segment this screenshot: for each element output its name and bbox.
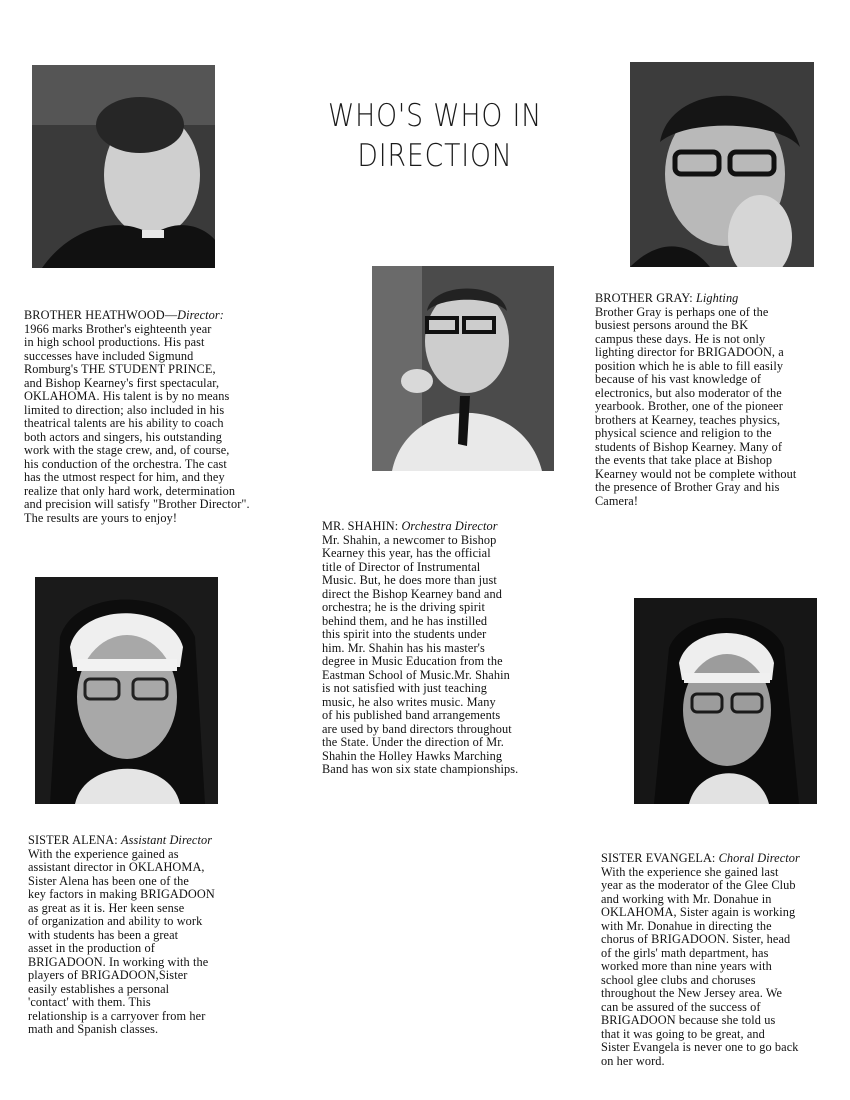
- bio-heading: [601, 852, 800, 866]
- bio-line: Camera!: [595, 493, 639, 508]
- bio-line: is not satisfied with just teaching: [322, 681, 488, 695]
- bio-line: Sister Evangela is never one to go back: [601, 1040, 799, 1054]
- bio-heading: [28, 834, 215, 848]
- bio-line: OKLAHOMA, Sister again is working: [601, 905, 796, 919]
- photo-mr-shahin: [372, 266, 554, 471]
- photo-sister-alena: [35, 577, 218, 804]
- bio-line: are used by band directors throughout: [322, 721, 512, 736]
- bio-line: Shahin the Holley Hawks Marching: [322, 748, 503, 763]
- bio-line: can be assured of the success of: [601, 999, 761, 1014]
- bio-line: as great as it is. Her keen sense: [28, 900, 185, 915]
- bio-name: BROTHER HEATHWOOD—: [24, 308, 178, 322]
- bio-role: Lighting: [695, 291, 739, 305]
- bio-line: title of Director of Instrumental: [322, 559, 481, 574]
- bio-line: assistant director in OKLAHOMA,: [28, 860, 205, 874]
- bio-line: campus these days. He is not only: [595, 331, 766, 346]
- bio-role: Choral Director: [718, 851, 800, 865]
- bio-line: him. Mr. Shahin has his master's: [322, 640, 485, 655]
- bio-brother-gray: [595, 292, 796, 508]
- bio-line: degree in Music Education from the: [322, 654, 503, 668]
- bio-sister-evangela: [601, 852, 800, 1068]
- bio-line: and precision will satisfy "Brother Director".: [24, 497, 250, 511]
- bio-name: BROTHER GRAY:: [595, 291, 696, 305]
- bio-line: in high school productions. His past: [24, 335, 205, 349]
- bio-line: Romburg's THE STUDENT PRINCE,: [24, 362, 216, 376]
- bio-line: music, he also writes music. Many: [322, 694, 496, 709]
- bio-line: work with the stage crew, and, of course,: [24, 443, 230, 457]
- bio-line: Brother Gray is perhaps one of the: [595, 304, 769, 319]
- bio-line: worked more than nine years with: [601, 959, 772, 973]
- bio-line: limited to direction; also included in his: [24, 402, 225, 417]
- bio-line: and Bishop Kearney's first spectacular,: [24, 375, 220, 390]
- photo-sister-evangela: [634, 598, 817, 804]
- bio-line: relationship is a carryover from her: [28, 1008, 206, 1023]
- bio-heading: [595, 292, 796, 306]
- bio-line: Sister Alena has been one of the: [28, 873, 189, 888]
- bio-line: Kearney would not be complete without: [595, 466, 797, 481]
- bio-mr-shahin: [322, 520, 518, 777]
- bio-line: this spirit into the students under: [322, 627, 487, 641]
- bio-role: Orchestra Director: [401, 519, 498, 533]
- bio-line: BRIGADOON because she told us: [601, 1013, 776, 1027]
- bio-line: the events that take place at Bishop: [595, 453, 773, 467]
- bio-line: Band has won six state championships.: [322, 762, 519, 776]
- bio-line: easily establishes a personal: [28, 981, 170, 996]
- bio-line: students of Bishop Kearney. Many of: [595, 439, 783, 454]
- bio-sister-alena: [28, 834, 215, 1037]
- bio-line: realize that only hard work, determination: [24, 483, 236, 498]
- bio-heading: [24, 309, 250, 323]
- bio-line: both actors and singers, his outstanding: [24, 429, 222, 444]
- title-line-2: DIRECTION: [357, 138, 513, 174]
- bio-line: players of BRIGADOON,Sister: [28, 968, 188, 982]
- bio-line: throughout the New Jersey area. We: [601, 986, 783, 1000]
- bio-line: lighting director for BRIGADOON, a: [595, 345, 784, 359]
- bio-line: Kearney this year, has the official: [322, 546, 491, 560]
- bio-name: SISTER ALENA:: [28, 833, 121, 847]
- bio-line: that it was going to be great, and: [601, 1026, 765, 1041]
- bio-line: electronics, but also moderator of the: [595, 385, 782, 400]
- bio-line: 'contact' with them. This: [28, 995, 151, 1009]
- bio-role: Assistant Director: [120, 833, 213, 847]
- photo-brother-gray: [630, 62, 814, 267]
- bio-line: of organization and ability to work: [28, 914, 203, 928]
- bio-line: brothers at Kearney, teaches physics,: [595, 412, 781, 427]
- bio-line: successes have included Sigmund: [24, 348, 194, 363]
- bio-line: has the utmost respect for him, and they: [24, 470, 225, 484]
- bio-name: SISTER EVANGELA:: [601, 851, 719, 865]
- bio-line: his conduction of the orchestra. The cast: [24, 456, 227, 471]
- bio-line: because of his vast knowledge of: [595, 372, 762, 386]
- bio-line: the presence of Brother Gray and his: [595, 480, 780, 494]
- bio-line: asset in the production of: [28, 941, 155, 955]
- bio-line: math and Spanish classes.: [28, 1022, 159, 1036]
- bio-line: physical science and religion to the: [595, 426, 772, 440]
- bio-line: With the experience she gained last: [601, 864, 779, 879]
- bio-line: of the girls' math department, has: [601, 945, 769, 960]
- bio-line: position which he is able to fill easily: [595, 358, 784, 373]
- bio-heading: [322, 520, 518, 534]
- bio-line: Eastman School of Music.Mr. Shahin: [322, 667, 510, 682]
- bio-line: busiest persons around the BK: [595, 318, 749, 332]
- bio-line: school glee clubs and choruses: [601, 972, 756, 987]
- bio-line: with students has been a great: [28, 927, 179, 942]
- bio-line: BRIGADOON. In working with the: [28, 954, 209, 969]
- title-line-1: WHO'S WHO IN: [327, 98, 543, 134]
- photo-brother-heathwood: [32, 65, 215, 268]
- bio-line: chorus of BRIGADOON. Sister, head: [601, 932, 791, 946]
- bio-line: orchestra; he is the driving spirit: [322, 600, 485, 614]
- bio-line: the State. Under the direction of Mr.: [322, 735, 504, 749]
- bio-line: 1966 marks Brother's eighteenth year: [24, 321, 212, 336]
- bio-line: OKLAHOMA. His talent is by no means: [24, 389, 230, 403]
- bio-line: direct the Bishop Kearney band and: [322, 586, 502, 601]
- bio-line: key factors in making BRIGADOON: [28, 887, 215, 901]
- bio-role: Director:: [177, 308, 224, 322]
- bio-line: Mr. Shahin, a newcomer to Bishop: [322, 532, 497, 547]
- bio-line: Music. But, he does more than just: [322, 573, 497, 587]
- bio-line: With the experience gained as: [28, 846, 179, 861]
- bio-line: The results are yours to enjoy!: [24, 510, 178, 525]
- bio-line: of his published band arrangements: [322, 708, 501, 722]
- bio-line: with Mr. Donahue in directing the: [601, 918, 772, 933]
- page-title: [319, 96, 551, 176]
- bio-line: year as the moderator of the Glee Club: [601, 878, 796, 892]
- bio-brother-heathwood: [24, 309, 250, 525]
- bio-line: on her word.: [601, 1053, 665, 1068]
- bio-line: theatrical talents are his ability to coach: [24, 416, 224, 430]
- bio-line: and working with Mr. Donahue in: [601, 891, 772, 906]
- bio-line: behind them, and he has instilled: [322, 613, 488, 628]
- bio-name: MR. SHAHIN:: [322, 519, 402, 533]
- bio-line: yearbook. Brother, one of the pioneer: [595, 399, 783, 413]
